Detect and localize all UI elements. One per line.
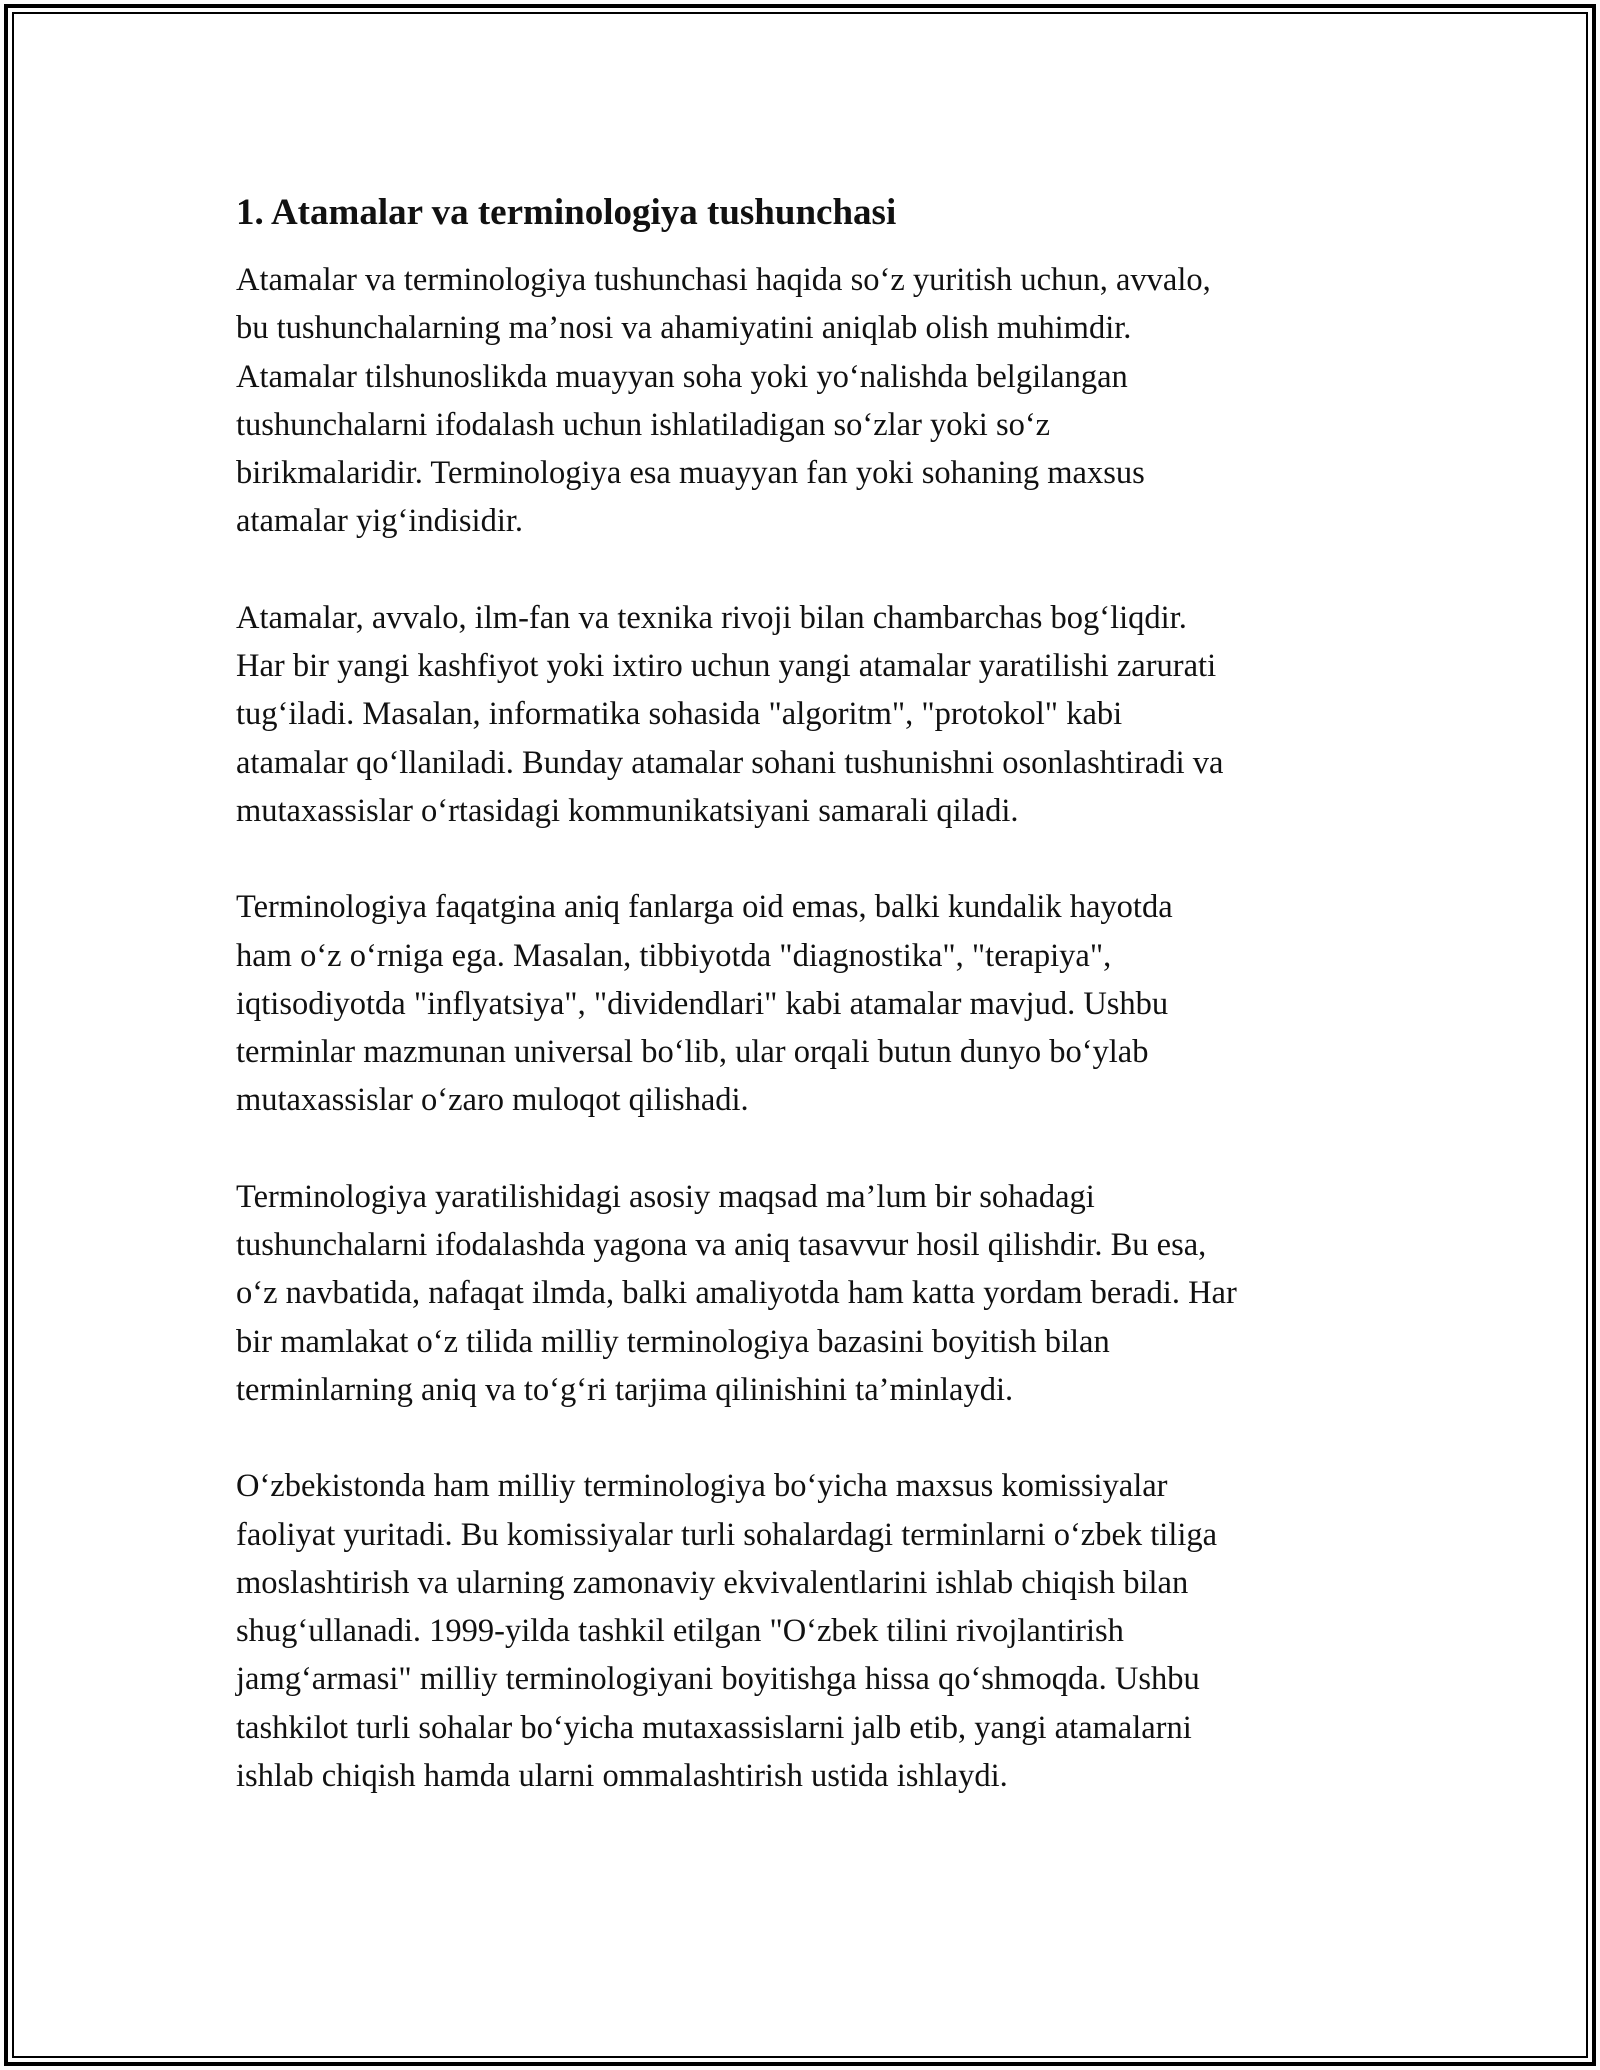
text-line: atamalar yig‘indisidir. xyxy=(236,503,524,540)
text-line: mutaxassislar o‘rtasidagi kommunikatsiyani samarali qiladi. xyxy=(236,792,1019,829)
text-line: tushunchalarni ifodalashda yagona va aniq tasavvur hosil qilishdir. Bu esa, xyxy=(236,1227,1207,1264)
section-heading: 1. Atamalar va terminologiya tushunchasi xyxy=(236,192,897,233)
text-line: birikmalaridir. Terminologiya esa muayyan fan yoki sohaning maxsus xyxy=(236,455,1145,492)
text-line: atamalar qo‘llaniladi. Bunday atamalar sohani tushunishni osonlashtiradi va xyxy=(236,744,1224,781)
text-line: tushunchalarni ifodalash uchun ishlatiladigan so‘zlar yoki so‘z xyxy=(236,406,1051,443)
text-line: ham o‘z o‘rniga ega. Masalan, tibbiyotda "diagnostika", "terapiya", xyxy=(236,937,1112,974)
paragraph-4 xyxy=(236,1173,1376,1414)
text-line: tashkilot turli sohalar bo‘yicha mutaxassislarni jalb etib, yangi atamalarni xyxy=(236,1709,1192,1746)
text-line: Har bir yangi kashfiyot yoki ixtiro uchun yangi atamalar yaratilishi zarurati xyxy=(236,648,1217,685)
text-line: Terminologiya faqatgina aniq fanlarga oid emas, balki kundalik hayotda xyxy=(236,889,1173,926)
text-line: Terminologiya yaratilishidagi asosiy maqsad ma’lum bir sohadagi xyxy=(236,1178,1095,1215)
text-line: Atamalar, avvalo, ilm-fan va texnika rivoji bilan chambarchas bog‘liqdir. xyxy=(236,599,1187,636)
text-line: shug‘ullanadi. 1999-yilda tashkil etilgan "O‘zbek tilini rivojlantirish xyxy=(236,1613,1124,1650)
text-line: moslashtirish va ularning zamonaviy ekvivalentlarini ishlab chiqish bilan xyxy=(236,1564,1189,1601)
text-line: mutaxassislar o‘zaro muloqot qilishadi. xyxy=(236,1082,749,1119)
text-line: faoliyat yuritadi. Bu komissiyalar turli sohalardagi terminlarni o‘zbek tiliga xyxy=(236,1516,1218,1553)
text-line: o‘z navbatida, nafaqat ilmda, balki amaliyotda ham katta yordam beradi. Har xyxy=(236,1275,1237,1312)
text-line: Atamalar va terminologiya tushunchasi haqida so‘z yuritish uchun, avvalo, xyxy=(236,262,1211,298)
document-body xyxy=(236,188,1376,1800)
paragraph-5 xyxy=(236,1462,1376,1800)
text-line: O‘zbekistonda ham milliy terminologiya bo‘yicha maxsus komissiyalar xyxy=(236,1468,1168,1505)
paragraph-3 xyxy=(236,883,1376,1124)
text-line: terminlar mazmunan universal bo‘lib, ular orqali butun dunyo bo‘ylab xyxy=(236,1034,1149,1071)
text-line: ishlab chiqish hamda ularni ommalashtirish ustida ishlaydi. xyxy=(236,1758,1008,1795)
text-line: jamg‘armasi" milliy terminologiyani boyitishga hissa qo‘shmoqda. Ushbu xyxy=(236,1661,1200,1698)
text-line: iqtisodiyotda "inflyatsiya", "dividendlari" kabi atamalar mavjud. Ushbu xyxy=(236,985,1169,1022)
paragraph-2 xyxy=(236,594,1376,835)
text-line: bu tushunchalarning ma’nosi va ahamiyatini aniqlab olish muhimdir. xyxy=(236,310,1132,347)
text-line: Atamalar tilshunoslikda muayyan soha yoki yo‘nalishda belgilangan xyxy=(236,358,1128,395)
text-line: tug‘iladi. Masalan, informatika sohasida "algoritm", "protokol" kabi xyxy=(236,696,1123,733)
text-line: terminlarning aniq va to‘g‘ri tarjima qilinishini ta’minlaydi. xyxy=(236,1371,1014,1408)
paragraph-1 xyxy=(236,256,1376,546)
text-line: bir mamlakat o‘z tilida milliy terminologiya bazasini boyitish bilan xyxy=(236,1323,1110,1360)
